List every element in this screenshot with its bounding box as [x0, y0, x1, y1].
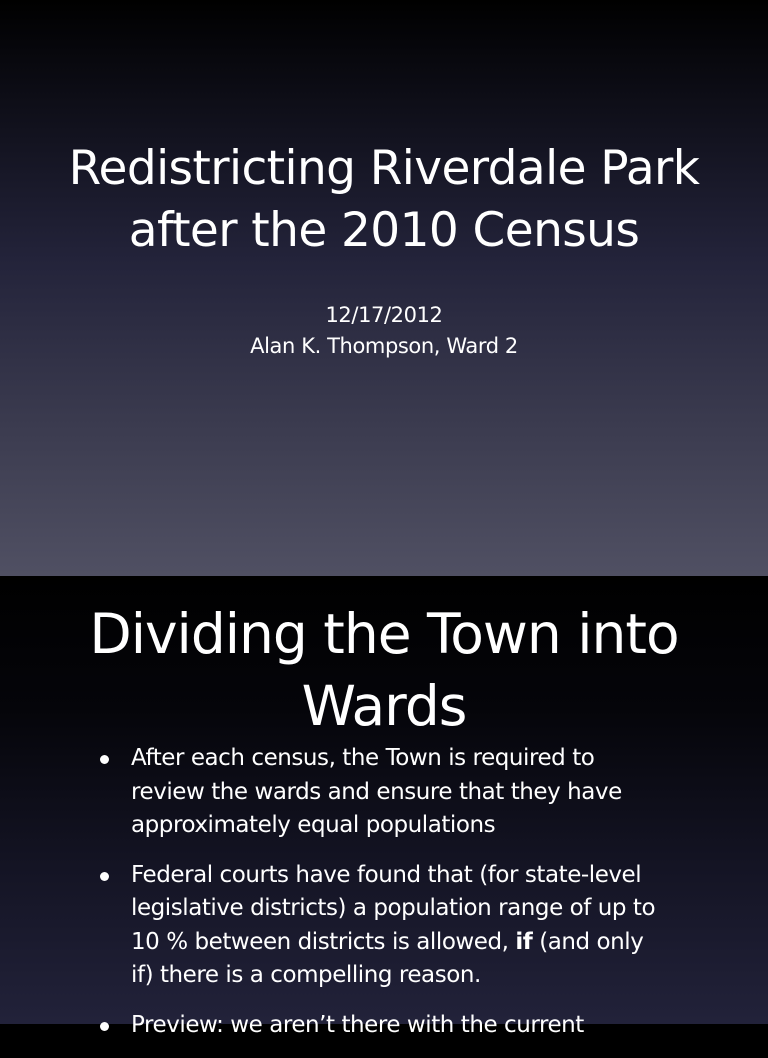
content-slide [0, 576, 768, 1038]
bullet-item [98, 742, 698, 843]
title-line: Wards [301, 674, 467, 738]
presentation-date: 12/17/2012 [325, 303, 443, 327]
title-line: Redistricting Riverdale Park [68, 141, 700, 196]
presentation-author: Alan K. Thompson, Ward 2 [250, 334, 518, 358]
bullet-text: (and only [532, 928, 644, 955]
title-line: Dividing the Town into [89, 602, 679, 666]
bullet-dot-icon [100, 872, 109, 881]
bullet-dot-icon [100, 1022, 109, 1031]
bullet-line: legislative districts) a population range of up to [131, 895, 656, 921]
presentation-title [0, 138, 768, 262]
bullet-text: 10 % between districts is allowed, [131, 928, 516, 955]
bullet-line: Federal courts have found that (for state-level [131, 861, 642, 888]
presentation-subtitle [0, 300, 768, 362]
title-line: after the 2010 Census [128, 203, 640, 258]
bullet-line [131, 926, 698, 960]
bullet-bold-text: if [515, 928, 533, 955]
bullet-line: if) there is a compelling reason. [131, 962, 481, 988]
bullet-line: approximately equal populations [131, 812, 496, 838]
bullet-item [98, 859, 698, 993]
bullet-line: review the wards and ensure that they have [131, 778, 622, 805]
bullet-item [98, 1009, 698, 1043]
slide-title [0, 598, 768, 742]
bullet-line: After each census, the Town is required to [131, 745, 595, 771]
bullet-line: Preview: we aren’t there with the current [131, 1011, 584, 1038]
bullet-dot-icon [100, 755, 109, 764]
bullet-list [98, 742, 698, 1058]
